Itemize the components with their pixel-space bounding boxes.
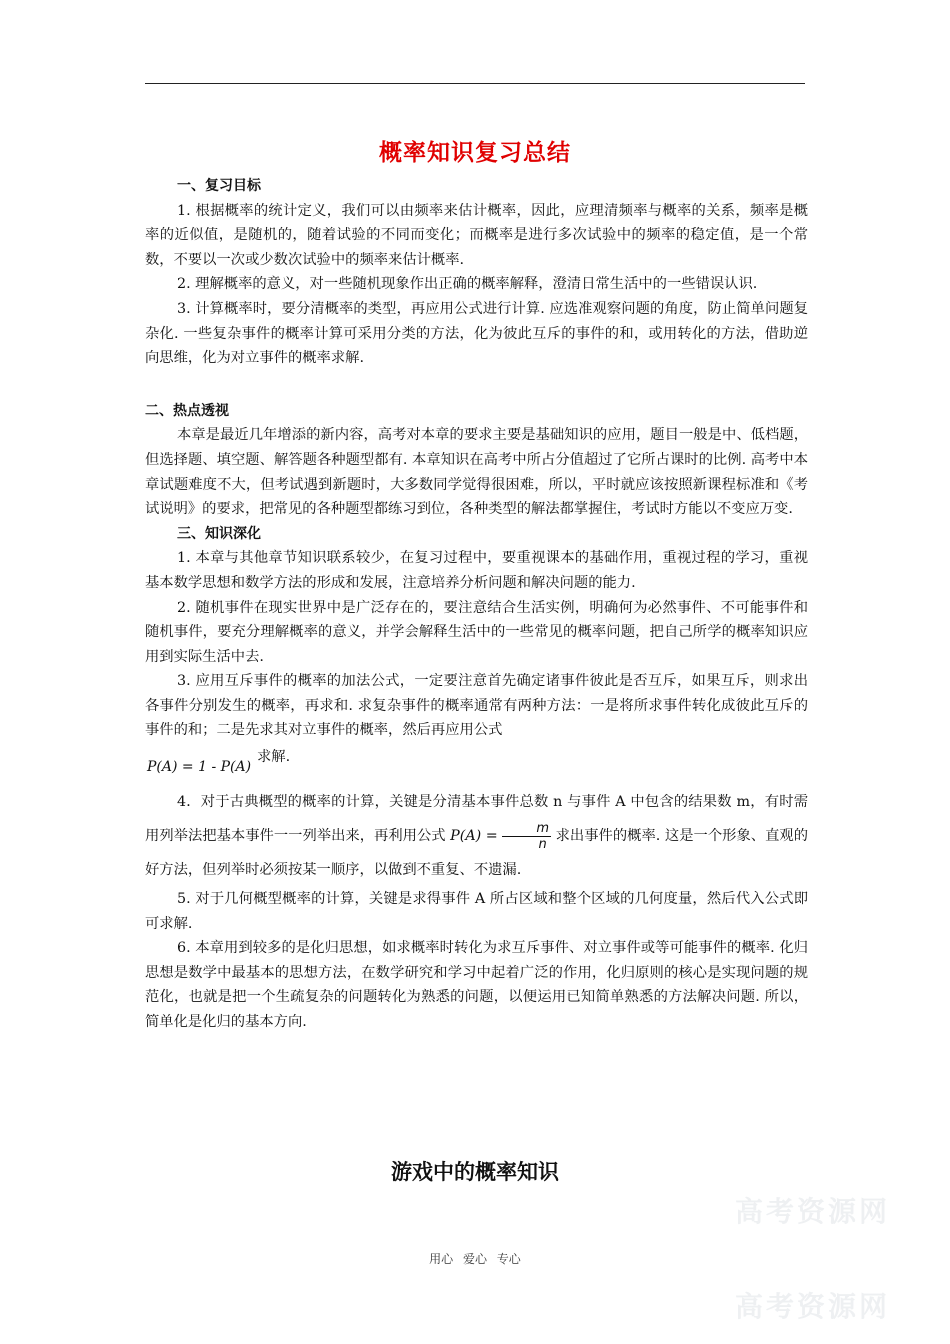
paragraph: 6. 本章用到较多的是化归思想，如求概率时转化为求互斥事件、对立事件或等可能事件的概率. 化归思想是数学中最基本的思想方法，在数学研究和学习中起着广泛的作用，化归原则的核心是实现问题的规范化，也就是把一个生疏复杂的问题转化为熟悉的问题，以便运用已知简单熟悉的方法解决问题. 所以，简单化是化归的基本方向.: [145, 940, 808, 1031]
paragraph: 1. 本章与其他章节知识联系较少，在复习过程中，要重视课本的基础作用，重视过程的学习，重视基本数学思想和数学方法的形成和发展，注意培养分析问题和解决问题的能力.: [145, 550, 808, 591]
watermark: 高考资源网: [735, 1290, 891, 1323]
watermark: 高考资源网: [735, 1195, 891, 1228]
classical-formula-lhs: P(A) =: [450, 828, 498, 845]
paragraph: 2. 理解概率的意义，对一些随机现象作出正确的概率解释，澄清日常生活中的一些错误认识.: [177, 276, 758, 293]
page-footer: 用心 爱心 专心: [429, 1252, 521, 1266]
paragraph-text: 求出事件的概率. 这是一个形象、直观的好方法，但列举时必须按某一顺序，以做到不重复、不遗漏.: [145, 828, 808, 879]
section-heading-hotspots: 二、热点透视: [145, 402, 229, 419]
paragraph: 1. 根据概率的统计定义，我们可以由频率来估计概率，因此，应理清频率与概率的关系，频率是概率的近似值，是随机的，随着试验的不同而变化；而概率是进行多次试验中的频率的稳定值，是一个常数，不要以一次或少数次试验中的频率来估计概率.: [145, 202, 808, 268]
document-body: [145, 174, 808, 1035]
fraction-denominator: n: [538, 836, 547, 852]
document-title: 概率知识复习总结: [379, 140, 571, 166]
fraction-numerator: m: [502, 821, 551, 837]
header-rule: [145, 83, 805, 84]
section-heading-deepening: 三、知识深化: [177, 525, 261, 542]
fraction: [502, 821, 551, 852]
paragraph: 3. 计算概率时，要分清概率的类型，再应用公式进行计算. 应选准观察问题的角度，防止简单问题复杂化. 一些复杂事件的概率计算可采用分类的方法，化为彼此互斥的事件的和，或用转化的方法，借助逆向思维，化为对立事件的概率求解.: [145, 300, 808, 367]
paragraph: 2. 随机事件在现实世界中是广泛存在的，要注意结合生活实例，明确何为必然事件、不可能事件和随机事件，要充分理解概率的意义，并学会解释生活中的一些常见的概率问题，把自己所学的概率知识应用到实际生活中去.: [145, 599, 808, 665]
formula-line: [145, 743, 808, 785]
section-heading-goals: 一、复习目标: [177, 178, 261, 194]
paragraph: 5. 对于几何概型概率的计算，关键是求得事件 A 所占区域和整个区域的几何度量，然后代入公式即可求解.: [145, 891, 808, 932]
formula-suffix: 求解.: [257, 749, 291, 766]
paragraph: [145, 785, 808, 887]
paragraph: 3. 应用互斥事件的概率的加法公式，一定要注意首先确定诸事件彼此是否互斥，如果互斥，则求出各事件分别发生的概率，再求和. 求复杂事件的概率通常有两种方法：一是将所求事件转化成彼此互斥的事件的和；二是先求其对立事件的概率，然后再应用公式: [145, 673, 808, 739]
complement-formula: P(A) = 1 - P(A): [147, 759, 252, 776]
paragraph-text: 4．对于古典概型的概率的计算，关键是分清基本事件总数 n 与事件 A 中包含的结果数 m，有时需用列举法把基本事件一一列举出来，再利用公式: [145, 794, 808, 845]
next-article-title: 游戏中的概率知识: [391, 1160, 559, 1184]
paragraph: 本章是最近几年增添的新内容，高考对本章的要求主要是基础知识的应用，题目一般是中、低档题，但选择题、填空题、解答题各种题型都有. 本章知识在高考中所占分值超过了它所占课时的比例. 高考中本章试题难度不大，但考试遇到新题时，大多数同学觉得很困难，所以，平时就应该按照新课程标准和《考试说明》的要求，把常见的各种题型都练习到位，各种类型的解法都掌握住，考试时方能以不变应万变.: [145, 427, 808, 518]
